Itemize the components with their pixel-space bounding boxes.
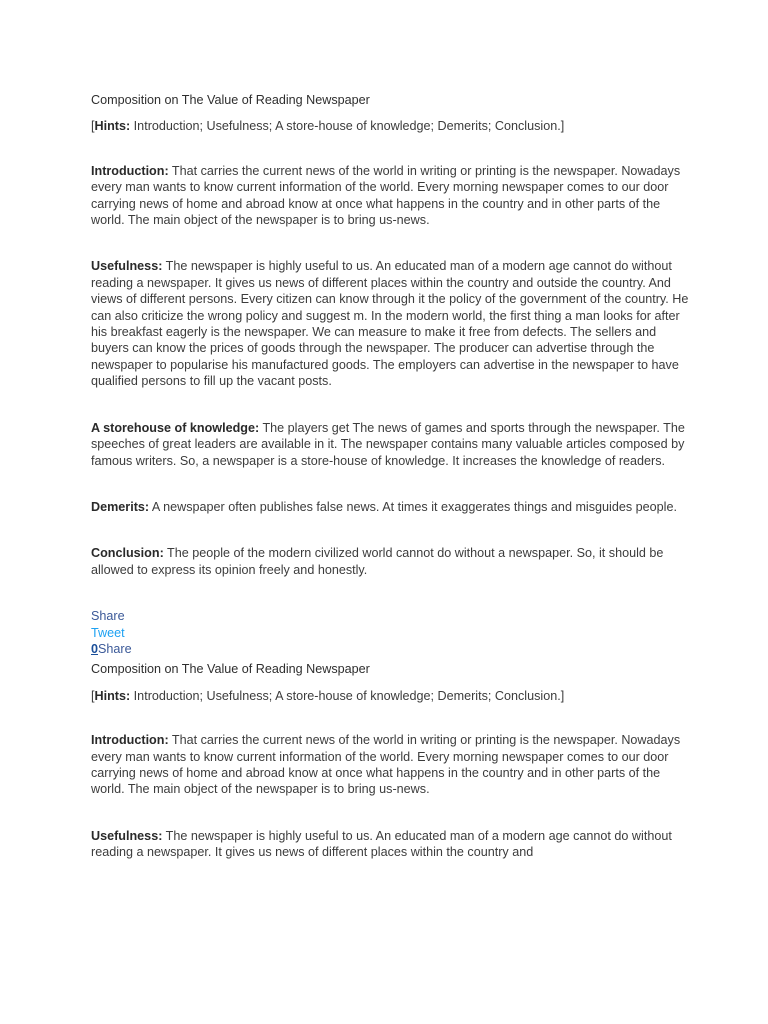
hints-bracket: [ bbox=[91, 119, 95, 134]
demerits-label: Demerits: bbox=[91, 499, 150, 514]
repeated-introduction-label: Introduction: bbox=[91, 733, 169, 748]
demerits-paragraph bbox=[91, 499, 691, 515]
hints-text: Introduction; Usefulness; A store-house of knowledge; Demerits; Conclusion.] bbox=[130, 119, 565, 134]
page-title: Composition on The Value of Reading Newspaper bbox=[91, 93, 370, 107]
usefulness-paragraph bbox=[91, 258, 691, 389]
storehouse-text: The players get The news of games and sports through the newspaper. The speeches of great leaders are available in it. The newspaper contains many valuable articles composed by famous writers. So, a newspaper is a store-house of knowledge. It increases the knowledge of readers. bbox=[91, 420, 685, 468]
storehouse-label: A storehouse of knowledge: bbox=[91, 420, 260, 435]
repeated-introduction-paragraph bbox=[91, 732, 691, 798]
repeated-introduction-text: That carries the current news of the world in writing or printing is the newspaper. Nowadays every man wants to know current information of the world. Every morning newspaper comes to our door carrying news of home and abroad know at once what happens in the country and in other parts of the world. The main object of the newspaper is to bring us-news. bbox=[91, 733, 681, 797]
repeated-hints-bracket: [ bbox=[91, 688, 95, 703]
conclusion-text: The people of the modern civilized world cannot do without a newspaper. So, it should be allowed to express its opinion freely and honestly. bbox=[91, 546, 664, 577]
tweet-link[interactable]: Tweet bbox=[91, 625, 125, 640]
document-page bbox=[91, 92, 691, 861]
share-count: 0 bbox=[91, 641, 99, 656]
conclusion-paragraph bbox=[91, 545, 691, 578]
introduction-text: That carries the current news of the world in writing or printing is the newspaper. Nowadays every man wants to know current information of the world. Every morning newspaper comes to our door carrying news of home and abroad know at once what happens in the country and in other parts of the world. The main object of the newspaper is to bring us-news. bbox=[91, 163, 681, 228]
demerits-text: A newspaper often publishes false news. At times it exaggerates things and misguides people. bbox=[149, 499, 677, 514]
storehouse-paragraph bbox=[91, 420, 691, 469]
repeated-usefulness-label: Usefulness: bbox=[91, 828, 163, 843]
share-block bbox=[91, 608, 691, 657]
repeated-hints-label: Hints: bbox=[94, 688, 131, 703]
repeated-page-title: Composition on The Value of Reading Newspaper bbox=[91, 662, 370, 677]
repeated-hints-text: Introduction; Usefulness; A store-house of knowledge; Demerits; Conclusion.] bbox=[130, 688, 565, 703]
share-count-label: Share bbox=[98, 641, 132, 656]
share-count-link[interactable] bbox=[91, 641, 691, 657]
usefulness-text: The newspaper is highly useful to us. An educated man of a modern age cannot do without reading a newspaper. It gives us news of different places within the country and outside the country. And views of different persons. Every citizen can know through it the policy of the government of the country. He can also criticize the wrong policy and suggest m. In the modern world, the first thing a man looks for after his breakfast eagerly is the newspaper. We can measure to make it free from defects. The sellers and buyers can know the prices of goods through the newspaper. The producer can advertise through the newspaper to popularise his manufactured goods. The employers can advertise in the newspaper to have qualified persons to fill up the vacant posts. bbox=[91, 259, 689, 389]
conclusion-label: Conclusion: bbox=[91, 546, 164, 561]
share-link[interactable]: Share bbox=[91, 609, 125, 624]
hints-line bbox=[91, 118, 691, 134]
usefulness-label: Usefulness: bbox=[91, 259, 163, 274]
repeated-usefulness-text: The newspaper is highly useful to us. An educated man of a modern age cannot do without reading a newspaper. It gives us news of different places within the country and bbox=[91, 828, 672, 860]
repeated-hints-line bbox=[91, 688, 691, 704]
introduction-paragraph bbox=[91, 163, 691, 229]
repeated-usefulness-paragraph bbox=[91, 828, 691, 861]
hints-label: Hints: bbox=[94, 119, 131, 134]
introduction-label: Introduction: bbox=[91, 163, 169, 178]
